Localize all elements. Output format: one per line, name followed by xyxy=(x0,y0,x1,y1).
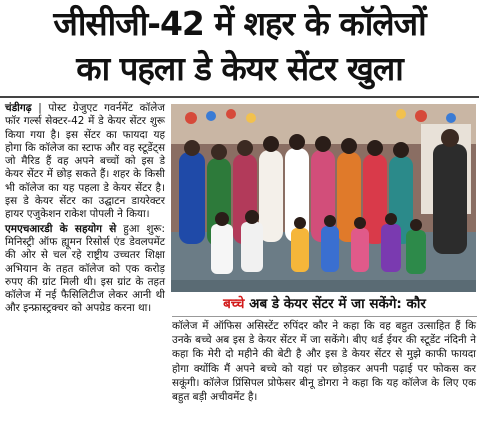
quote-divider xyxy=(172,316,477,317)
headline-divider xyxy=(0,96,479,98)
paragraph-2-text: हुआ शुरू: मिनिस्ट्री ऑफ ह्यूमन रिसोर्स एंड डेवलपमेंट की ओर से चल रहे राष्ट्रीय उच्चतर शिक्षा अभियान के तहत कॉलेज को एक करोड़ रुपए की ग्रांट मिली थी। इस ग्रांट के तहत कॉलेज में नई फैसिलिटीज लेकर आनी थी और इन्फ्रास्ट्रक्चर को अपग्रेड करना था। xyxy=(5,222,165,315)
dateline-separator: | xyxy=(38,102,49,114)
paragraph-1 xyxy=(5,102,165,222)
paragraph-2 xyxy=(5,223,165,316)
bottom-paragraph: कॉलेज में ऑफिस असिस्टेंट रुपिंदर कौर ने कहा कि वह बहुत उत्साहित हैं कि उनके बच्चे अब इस डे केयर सेंटर में जा सकेंगे। बीए थर्ड ईयर की स्टूडेंट नंदिनी ने कहा कि मेरी दो महीने की बेटी है और इस डे केयर सेंटर से मुझे काफी फायदा होगा क्योंकि मैं अपने बच्चे को यहां पर छोड़कर अपनी पढ़ाई पर फोकस कर सकूंगी। कॉलेज प्रिंसिपल प्रोफेसर बीनू डोगरा ने कहा कि यह कॉलेज के लिए एक बहुत बड़ी अचीवमेंट है। xyxy=(172,320,476,404)
headline-line-2: का पहला डे केयर सेंटर खुला xyxy=(76,49,403,88)
subheading: एमएचआरडी के सहयोग से xyxy=(5,222,117,235)
left-column-article xyxy=(5,102,165,317)
quote-heading xyxy=(172,294,477,314)
headline-line-1: जीसीजी-42 में शहर के कॉलेजों xyxy=(53,4,426,43)
group-photo-illustration xyxy=(171,104,476,292)
dateline: चंडीगढ़ xyxy=(5,102,32,114)
quote-heading-highlight: बच्चे xyxy=(223,296,245,312)
quote-heading-text: अब डे केयर सेंटर में जा सकेंगे: कौर xyxy=(249,296,426,312)
paragraph-1-text: पोस्ट ग्रेजुएट गवर्नमेंट कॉलेज फॉर गर्ल्स सेक्टर-42 में डे केयर सेंटर शुरू किया गया है। इस सेंटर का फायदा यह होगा कि कॉलेज का स्टाफ और वह स्टूडेंट्स जो मैरिड हैं वह अपने बच्चों को इस डे केयर सेंटर में छोड़ सकते हैं। शहर के किसी भी कॉलेज का यह पहला डे केयर सेंटर है। इस डे केयर सेंटर का उद्घाटन डायरेक्टर हायर एजुकेशन राकेश पोपली ने किया। xyxy=(5,102,165,221)
group-photo xyxy=(171,104,476,292)
